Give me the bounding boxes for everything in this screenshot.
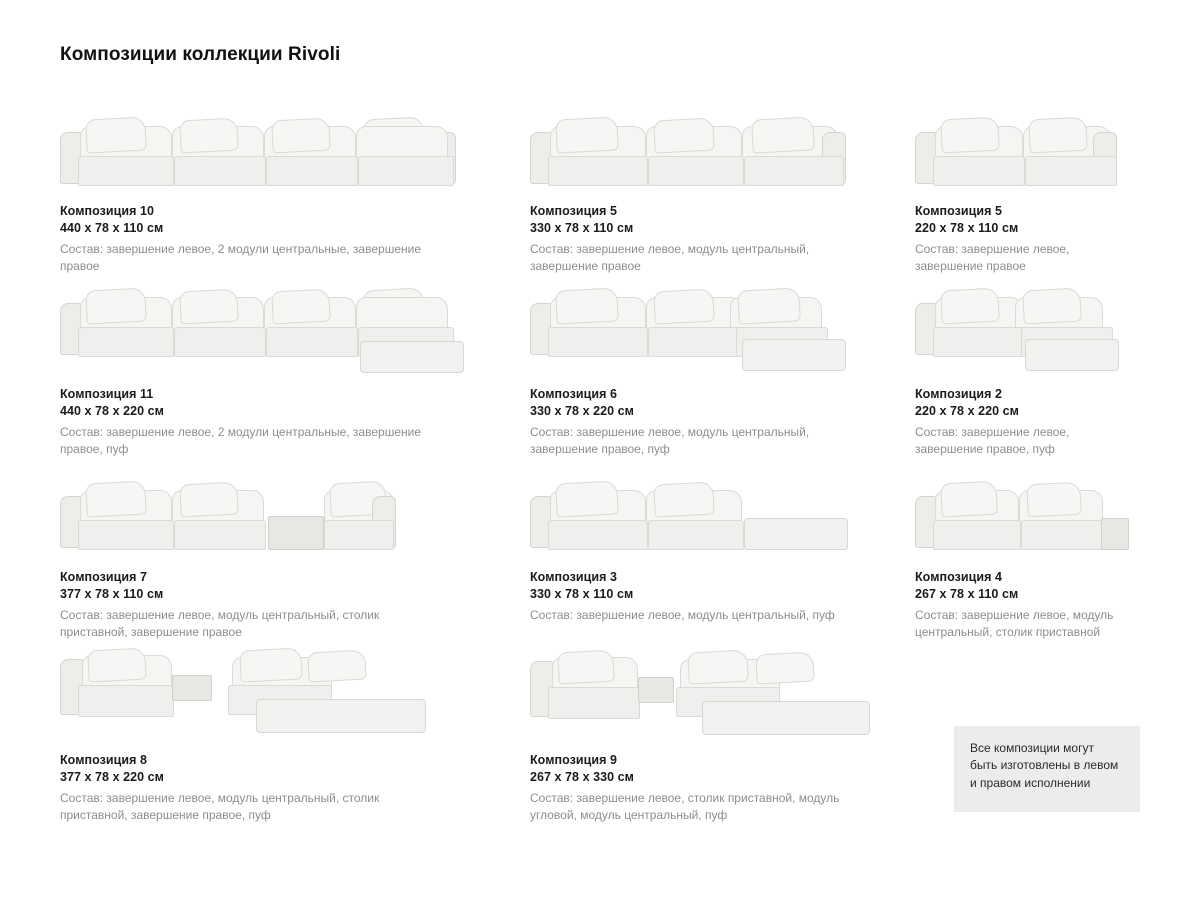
- composition-name: Композиция 6: [530, 387, 617, 402]
- composition-parts: Состав: завершение левое, 2 модули центральные, завершение правое, пуф: [60, 425, 421, 457]
- composition-parts: Состав: завершение левое, модуль центральный, столик приставной, завершение правое: [60, 608, 380, 640]
- sofa-illustration-composition-7: [60, 458, 512, 558]
- composition-name: Композиция 10: [60, 204, 154, 218]
- composition-parts: Состав: завершение левое, модуль центральный, столик приставной, завершение правое, пуф: [60, 791, 380, 823]
- composition-parts: Состав: завершение левое, модуль центральный, завершение правое: [530, 242, 810, 274]
- composition-name: Композиция 7: [60, 570, 147, 585]
- composition-card[interactable]: [530, 275, 915, 458]
- composition-dims: 330 x 78 x 220 см: [530, 404, 634, 419]
- sofa-illustration-composition-6: [530, 275, 897, 375]
- composition-dims: 267 x 78 x 330 см: [530, 770, 634, 785]
- composition-card[interactable]: [60, 92, 530, 275]
- sofa-illustration-composition-9: [530, 641, 897, 741]
- composition-name: Композиция 9: [530, 753, 617, 768]
- composition-card[interactable]: [530, 641, 915, 824]
- sofa-illustration-composition-2: [915, 275, 1122, 375]
- composition-card[interactable]: [60, 458, 530, 641]
- sofa-illustration-composition-3: [530, 458, 897, 558]
- composition-name: Композиция 3: [530, 570, 617, 585]
- composition-dims: 220 x 78 x 220 см: [915, 404, 1019, 419]
- composition-dims: 220 x 78 x 110 см: [915, 221, 1019, 235]
- composition-card[interactable]: [915, 92, 1140, 275]
- sofa-illustration-composition-8: [60, 641, 512, 741]
- composition-dims: 440 x 78 x 220 см: [60, 404, 164, 419]
- composition-card[interactable]: [530, 92, 915, 275]
- composition-card[interactable]: [530, 458, 915, 641]
- composition-card[interactable]: [915, 275, 1140, 458]
- composition-grid: [60, 92, 1140, 824]
- sofa-illustration-composition-4: [915, 458, 1122, 558]
- composition-name: Композиция 5: [530, 204, 617, 218]
- composition-dims: 377 x 78 x 110 см: [60, 587, 164, 602]
- composition-name: Композиция 4: [915, 570, 1002, 585]
- page-title: Композиции коллекции Rivoli: [60, 44, 341, 65]
- note-text: Все композиции могут быть изготовлены в левом и правом исполнении: [970, 741, 1119, 790]
- composition-dims: 267 x 78 x 110 см: [915, 587, 1019, 602]
- composition-parts: Состав: завершение левое, модуль центральный, столик приставной: [915, 608, 1114, 640]
- composition-parts: Состав: завершение левое, завершение правое: [915, 242, 1070, 274]
- composition-dims: 440 x 78 x 110 см: [60, 221, 164, 235]
- composition-dims: 330 x 78 x 110 см: [530, 587, 634, 602]
- composition-name: Композиция 2: [915, 387, 1002, 402]
- composition-card[interactable]: [60, 275, 530, 458]
- composition-parts: Состав: завершение левое, 2 модули центральные, завершение правое: [60, 242, 421, 274]
- composition-dims: 377 x 78 x 220 см: [60, 770, 164, 785]
- sofa-illustration-composition-5-110: [530, 92, 897, 192]
- composition-name: Композиция 8: [60, 753, 147, 768]
- sofa-illustration-composition-10: [60, 92, 512, 192]
- composition-name: Композиция 5: [915, 204, 1002, 218]
- composition-parts: Состав: завершение левое, столик приставной, модуль угловой, модуль центральный, пуф: [530, 791, 840, 823]
- composition-parts: Состав: завершение левое, завершение правое, пуф: [915, 425, 1070, 457]
- composition-name: Композиция 11: [60, 387, 154, 402]
- composition-parts: Состав: завершение левое, модуль центральный, пуф: [530, 608, 835, 623]
- composition-parts: Состав: завершение левое, модуль центральный, завершение правое, пуф: [530, 425, 810, 457]
- sofa-illustration-composition-11: [60, 275, 512, 375]
- composition-card[interactable]: [915, 458, 1140, 641]
- note-box: [954, 726, 1140, 812]
- sofa-illustration-composition-5-220: [915, 92, 1122, 192]
- composition-card[interactable]: [60, 641, 530, 824]
- composition-dims: 330 x 78 x 110 см: [530, 221, 634, 235]
